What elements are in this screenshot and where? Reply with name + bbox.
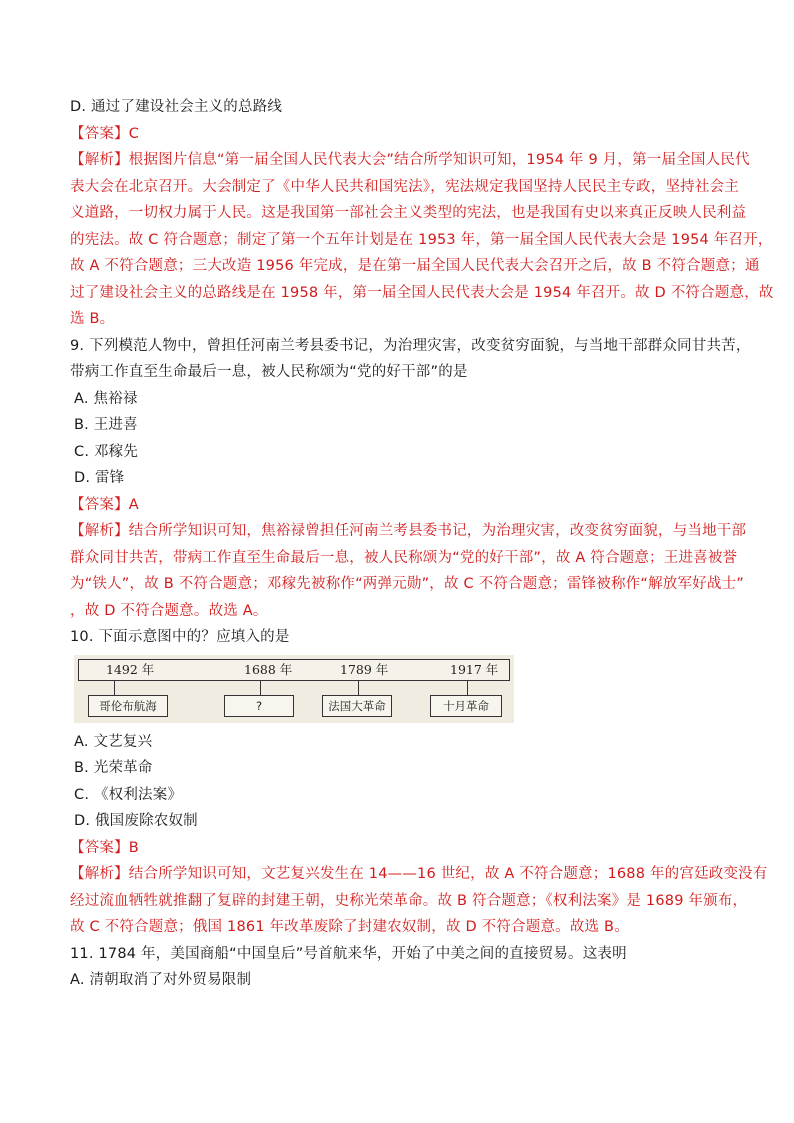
q9-option-c: C. 邓稼先 — [74, 443, 139, 460]
timeline-connector — [260, 681, 261, 695]
q9-option-b: B. 王进喜 — [74, 417, 138, 433]
q10-stem: 10. 下面示意图中的？应填入的是 — [70, 629, 290, 645]
q10-option-d: D. 俄国废除农奴制 — [74, 813, 198, 829]
q10-analysis — [70, 861, 768, 941]
q10-option-c: C. 《权利法案》 — [74, 786, 183, 803]
timeline-year-1789: 1789 年 — [340, 661, 389, 677]
timeline-box-columbus: 哥伦布航海 — [88, 695, 168, 717]
timeline-box-french-revolution: 法国大革命 — [322, 695, 392, 717]
q8-analysis — [70, 147, 774, 333]
analysis-line: 义道路，一切权力属于人民。这是我国第一部社会主义类型的宪法，也是我国有史以来真正反映人民利益 — [70, 205, 747, 221]
analysis-line: 表大会在北京召开。大会制定了《中华人民共和国宪法》，宪法规定我国坚持人民民主专政，坚持社会主 — [70, 178, 739, 195]
timeline-year-1917: 1917 年 — [450, 661, 499, 677]
q8-option-d: D. 通过了建设社会主义的总路线 — [70, 99, 283, 115]
q11-option-a: A. 清朝取消了对外贸易限制 — [70, 972, 252, 988]
q9-analysis — [70, 518, 747, 624]
analysis-line: 【解析】结合所学知识可知，文艺复兴发生在 14——16 世纪，故 A 不符合题意；1688 年的宫廷政变没有 — [70, 866, 768, 882]
timeline-year-1492: 1492 年 — [106, 661, 155, 677]
analysis-line: 故 A 不符合题意；三大改造 1956 年完成，是在第一届全国人民代表大会召开之后，故 B 不符合题意；通 — [70, 258, 760, 274]
analysis-line: 为“铁人”，故 B 不符合题意；邓稼先被称作“两弹元勋”，故 C 不符合题意；雷锋被称作“解放军好战士” — [70, 576, 744, 592]
timeline-box-october-revolution: 十月革命 — [430, 695, 502, 717]
q10-option-a: A. 文艺复兴 — [74, 733, 153, 750]
question-line: 带病工作直至生命最后一息，被人民称颂为“党的好干部”的是 — [70, 364, 468, 380]
q8-answer: 【答案】C — [70, 125, 140, 142]
q10-option-b: B. 光荣革命 — [74, 760, 153, 776]
analysis-line: 【解析】结合所学知识可知，焦裕禄曾担任河南兰考县委书记，为治理灾害，改变贫穷面貌，与当地干部 — [70, 523, 747, 539]
q9-option-a: A. 焦裕禄 — [74, 390, 138, 407]
analysis-line: ，故 D 不符合题意。故选 A。 — [70, 602, 268, 619]
timeline-box-unknown: ? — [224, 695, 294, 717]
timeline-connector — [358, 681, 359, 695]
timeline-connector — [114, 681, 115, 695]
q9-answer: 【答案】A — [70, 496, 139, 513]
analysis-line: 【解析】根据图片信息“第一届全国人民代表大会”结合所学知识可知，1954 年 9 月，第一届全国人民代 — [70, 152, 750, 168]
analysis-line: 经过流血牺牲就推翻了复辟的封建王朝，史称光荣革命。故 B 符合题意；《权利法案》是 1689 年颁布， — [70, 892, 748, 909]
q10-timeline-diagram — [74, 655, 514, 723]
analysis-line: 故 C 不符合题意；俄国 1861 年改革废除了封建农奴制，故 D 不符合题意。故选 B。 — [70, 919, 629, 935]
exam-page — [70, 94, 774, 994]
analysis-line: 过了建设社会主义的总路线是在 1958 年，第一届全国人民代表大会是 1954 年召开。故 D 不符合题意，故 — [70, 284, 774, 301]
analysis-line: 群众同甘共苦，带病工作直至生命最后一息，被人民称颂为“党的好干部”，故 A 符合题意；王进喜被誉 — [70, 549, 738, 566]
question-line: 9. 下列模范人物中，曾担任河南兰考县委书记，为治理灾害，改变贫穷面貌，与当地干部群众同甘共苦， — [70, 337, 751, 354]
q11-stem: 11. 1784 年，美国商船“中国皇后”号首航来华，开始了中美之间的直接贸易。这表明 — [70, 945, 627, 962]
analysis-line: 的宪法。故 C 符合题意；制定了第一个五年计划是在 1953 年，第一届全国人民代表大会是 1954 年召开， — [70, 231, 773, 248]
timeline-connector — [467, 681, 468, 695]
q9-stem — [70, 333, 751, 386]
timeline-year-1688: 1688 年 — [244, 661, 293, 677]
q9-option-d: D. 雷锋 — [74, 470, 125, 486]
analysis-line: 选 B。 — [70, 311, 115, 327]
q10-answer: 【答案】B — [70, 839, 139, 856]
